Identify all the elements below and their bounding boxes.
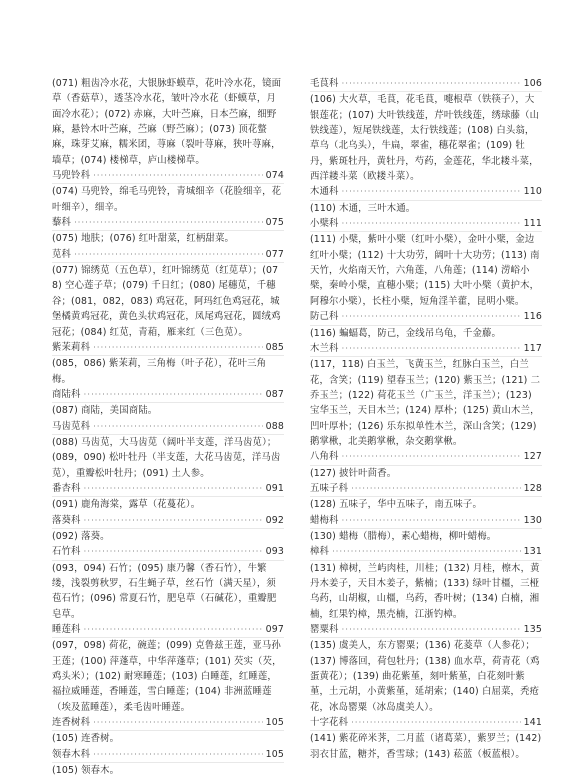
right-column bbox=[310, 76, 542, 762]
leader-dots bbox=[342, 309, 521, 324]
family-name: 马兜铃科 bbox=[52, 170, 91, 182]
page-number: 091 bbox=[265, 482, 284, 494]
leader-dots bbox=[84, 544, 263, 559]
species-entry: (091) 鹿角海棠，露草（花蔓花）。 bbox=[52, 499, 201, 511]
family-heading bbox=[310, 216, 542, 232]
family-heading bbox=[52, 513, 284, 529]
page-number: 075 bbox=[265, 217, 284, 229]
leader-dots bbox=[93, 747, 263, 762]
species-entry: (130) 蜡梅（腊梅），素心蜡梅，柳叶蜡梅。 bbox=[310, 530, 497, 542]
family-heading bbox=[52, 387, 284, 403]
page-number: 127 bbox=[523, 451, 542, 463]
page-number: 092 bbox=[265, 514, 284, 526]
family-heading bbox=[310, 481, 542, 497]
leader-dots bbox=[342, 341, 521, 356]
leader-dots bbox=[342, 622, 521, 637]
species-entry: (141) 紫花碎米荠，二月蓝（诸葛菜），紫罗兰；(142) 羽衣甘蓝，糖芥，香雪球；(143) 菘蓝（板蓝根）。 bbox=[310, 733, 542, 760]
family-name: 十字花科 bbox=[310, 717, 349, 729]
leader-dots bbox=[351, 481, 521, 496]
species-entry: (131) 樟树，兰屿肉桂，川桂；(132) 月桂，檫木，黄丹木姜子，天目木姜子，紫楠；(133) 绿叶甘橿，三桠乌药，山胡椒，山橿，乌药，香叶树；(134) 白楠，湘楠，红果钓樟，黑壳楠，江浙钓樟。 bbox=[310, 562, 540, 620]
family-name: 五味子科 bbox=[310, 482, 349, 494]
species-entry: (092) 落葵。 bbox=[52, 530, 110, 542]
species-entry: (116) 蝙蝠葛，防己，金线吊乌龟，千金藤。 bbox=[310, 327, 502, 339]
index-page bbox=[52, 76, 548, 777]
family-heading bbox=[310, 513, 542, 529]
page-number: 131 bbox=[523, 546, 542, 558]
species-entry: (085，086) 紫茉莉，三角梅（叶子花），花叶三角梅。 bbox=[52, 358, 267, 385]
family-name: 领春木科 bbox=[52, 748, 91, 760]
family-name: 石竹科 bbox=[52, 546, 81, 558]
page-number: 110 bbox=[523, 186, 542, 198]
page-number: 130 bbox=[523, 514, 542, 526]
leader-dots bbox=[93, 168, 263, 183]
family-name: 罂粟科 bbox=[310, 624, 339, 636]
species-entry: (088) 马齿苋，大马齿苋（阔叶半支莲，洋马齿苋）；(089，090) 松叶牡丹（半支莲，大花马齿苋，洋马齿苋），重瓣松叶牡丹；(091) 土人参。 bbox=[52, 436, 281, 479]
family-name: 藜科 bbox=[52, 217, 72, 229]
page-number: 105 bbox=[265, 748, 284, 760]
leader-dots bbox=[351, 715, 521, 730]
family-name: 番杏科 bbox=[52, 482, 81, 494]
family-heading bbox=[310, 544, 542, 560]
family-heading bbox=[310, 341, 542, 357]
family-name: 防己科 bbox=[310, 311, 339, 323]
page-number: 087 bbox=[265, 388, 284, 400]
leader-dots bbox=[84, 387, 263, 402]
species-entry: (075) 地肤；(076) 红叶甜菜，红柄甜菜。 bbox=[52, 233, 235, 245]
family-name: 落葵科 bbox=[52, 514, 81, 526]
family-heading bbox=[52, 215, 284, 231]
family-name: 八角科 bbox=[310, 451, 339, 463]
family-name: 紫茉莉科 bbox=[52, 341, 91, 353]
leader-dots bbox=[342, 76, 521, 91]
leader-dots bbox=[342, 184, 521, 199]
page-number: 088 bbox=[265, 420, 284, 432]
page-number: 085 bbox=[265, 341, 284, 353]
page-number: 135 bbox=[523, 624, 542, 636]
family-heading bbox=[52, 419, 284, 435]
species-entry: (127) 披针叶茴香。 bbox=[310, 467, 397, 479]
family-name: 连香树科 bbox=[52, 717, 91, 729]
page-number: 093 bbox=[265, 546, 284, 558]
family-name: 蜡梅科 bbox=[310, 514, 339, 526]
family-heading bbox=[52, 747, 284, 763]
page-number: 077 bbox=[265, 248, 284, 260]
page-number: 128 bbox=[523, 482, 542, 494]
leader-dots bbox=[342, 449, 521, 464]
leader-dots bbox=[332, 544, 521, 559]
leader-dots bbox=[84, 513, 263, 528]
family-name: 睡莲科 bbox=[52, 624, 81, 636]
leader-dots bbox=[84, 481, 263, 496]
species-entry: (074) 马兜铃，绵毛马兜铃，青城细辛（花脸细辛，花叶细辛），细辛。 bbox=[52, 186, 282, 213]
leader-dots bbox=[93, 715, 263, 730]
family-heading bbox=[52, 340, 284, 356]
family-heading bbox=[310, 309, 542, 325]
family-heading bbox=[310, 76, 542, 92]
page-number: 117 bbox=[523, 342, 542, 354]
leader-dots bbox=[74, 247, 263, 262]
family-name: 苋科 bbox=[52, 248, 72, 260]
page-number: 074 bbox=[265, 170, 284, 182]
leader-dots bbox=[74, 215, 263, 230]
family-heading bbox=[310, 715, 542, 731]
species-entry: (110) 木通，三叶木通。 bbox=[310, 202, 416, 214]
family-heading bbox=[310, 622, 542, 638]
leader-dots bbox=[93, 419, 263, 434]
leader-dots bbox=[93, 340, 263, 355]
species-entry: (111) 小檗，紫叶小檗（红叶小檗），金叶小檗，金边红叶小檗；(112) 十大功劳，阔叶十大功劳；(113) 南天竹，火焰南天竹，六角莲，八角莲；(114) 涝峪小檗，秦岭小檗，直穗小檗；(115) 大叶小檗（黄护木，阿穆尔小檗），长柱小檗，短角淫羊藿，昆明小檗。 bbox=[310, 234, 540, 307]
left-column bbox=[52, 76, 284, 778]
family-heading bbox=[52, 544, 284, 560]
species-entry: (135) 虞美人，东方罂粟；(136) 花菱草（人参花）；(137) 博落回，荷包牡丹；(138) 血水草，荷青花（鸡蛋黄花）；(139) 曲花紫堇，刻叶紫堇，白花刻叶紫堇，土元胡，小黄紫堇，延胡索；(140) 白屈菜，秃疮花，冰岛罂粟（冰岛虞美人）。 bbox=[310, 640, 540, 713]
family-name: 毛茛科 bbox=[310, 78, 339, 89]
family-name: 马齿苋科 bbox=[52, 420, 91, 432]
family-name: 商陆科 bbox=[52, 388, 81, 400]
page-number: 111 bbox=[523, 218, 542, 230]
species-entry: (087) 商陆，美国商陆。 bbox=[52, 405, 158, 417]
species-entry: (093，094) 石竹；(095) 康乃馨（香石竹），牛繁缕，浅裂剪秋罗，石生蝇子草，丝石竹（满天星），须苞石竹；(096) 常夏石竹，肥皂草（石碱花），重瓣肥皂草。 bbox=[52, 562, 277, 620]
family-heading bbox=[52, 168, 284, 184]
species-entry: (106) 大火草，毛茛，花毛茛，嚏根草（铁筷子），大银莲花；(107) 大叶铁线莲，芹叶铁线莲，绣球藤（山铁线莲），短尾铁线莲，太行铁线莲；(108) 白头翁，草乌（北乌头），牛扁，翠雀，穗花翠雀；(109) 牡丹，紫斑牡丹，黄牡丹，芍药，金莲花，华北耧斗菜，西洋耧斗菜（欧耧斗菜）。 bbox=[310, 94, 540, 183]
leader-dots bbox=[342, 216, 521, 231]
page-number: 097 bbox=[265, 624, 284, 636]
family-heading bbox=[52, 247, 284, 263]
page-number: 105 bbox=[265, 717, 284, 729]
family-name: 木兰科 bbox=[310, 342, 339, 354]
page-number: 106 bbox=[523, 78, 542, 89]
species-entry: (117，118) 白玉兰，飞黄玉兰，红脉白玉兰，白兰花，含笑；(119) 望春玉兰；(120) 紫玉兰；(121) 二乔玉兰；(122) 荷花玉兰（广玉兰，洋玉兰）；(123) 宝华玉兰，天目木兰；(124) 厚朴；(125) 黄山木兰，凹叶厚朴；(126) 乐东拟单性木兰，深山含笑；(129) 鹅掌楸，北美鹅掌楸，杂交鹅掌楸。 bbox=[310, 359, 541, 447]
family-name: 樟科 bbox=[310, 546, 330, 558]
family-heading bbox=[310, 184, 542, 200]
family-heading bbox=[52, 622, 284, 638]
family-heading bbox=[310, 449, 542, 465]
species-entry: (105) 领春木。 bbox=[52, 765, 120, 777]
species-entry: (097，098) 荷花，碗莲；(099) 克鲁兹王莲，亚马孙王莲；(100) 萍蓬草，中华萍蓬草；(101) 芡实（芡，鸡头米）；(102) 耐寒睡莲；(103) 白睡莲，红睡莲，福拉威睡莲，香睡莲，雪白睡莲；(104) 非洲蓝睡莲（埃及蓝睡莲），柔毛齿叶睡莲。 bbox=[52, 640, 282, 713]
leader-dots bbox=[342, 513, 521, 528]
page-number: 141 bbox=[523, 717, 542, 729]
family-name: 小檗科 bbox=[310, 218, 339, 230]
species-entry: (128) 五味子，华中五味子，南五味子。 bbox=[310, 499, 482, 511]
family-name: 木通科 bbox=[310, 186, 339, 198]
species-entry: (077) 锦绣苋（五色草），红叶锦绣苋（红苋草）；(078) 空心莲子草；(079) 千日红；(080) 尾穗苋，千穗谷；(081，082，083) 鸡冠花，阿玛红色鸡冠花，城堡橘黄鸡冠花，黄色头状鸡冠花，凤尾鸡冠花，圆绒鸡冠花；(084) 红苋，青葙，雁来红（三色苋）。 bbox=[52, 265, 281, 338]
leader-dots bbox=[84, 622, 263, 637]
family-heading bbox=[52, 715, 284, 731]
species-entry: (105) 连香树。 bbox=[52, 733, 120, 745]
family-heading bbox=[52, 481, 284, 497]
species-entry: (071) 粗齿冷水花，大银脉虾蟆草，花叶冷水花，镜面草（香菇草），透茎冷水花，皱叶冷水花（虾蟆草，月面冷水花）；(072) 赤麻，大叶苎麻，日本苎麻，细野麻，悬铃木叶苎麻，苎麻（野苎麻）；(073) 顶花螫麻，珠芽艾麻，糯米团，荨麻（裂叶荨麻，狭叶荨麻，墙草；(074) 楼梯草，庐山楼梯草。 bbox=[52, 78, 282, 166]
page-number: 116 bbox=[523, 311, 542, 323]
